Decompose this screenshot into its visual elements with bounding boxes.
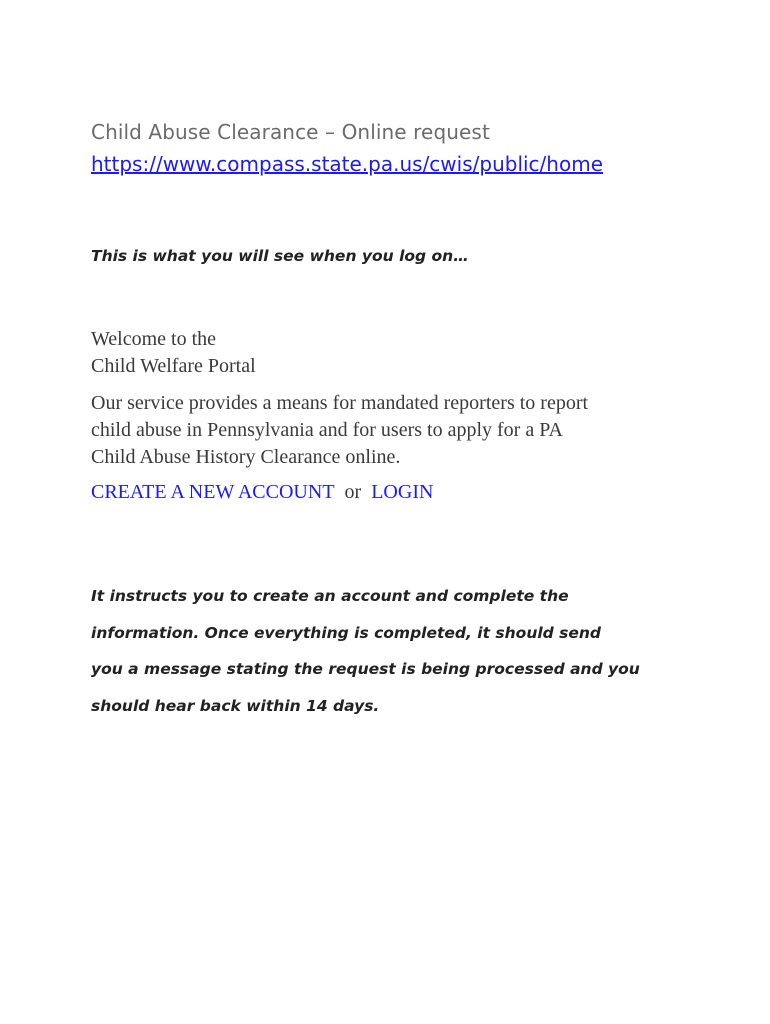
intro-note: This is what you will see when you log on…: [91, 247, 469, 265]
login-link[interactable]: LOGIN: [371, 481, 434, 503]
instructions-line: It instructs you to create an account and complete the: [91, 587, 569, 605]
service-description-line: Our service provides a means for mandated reporters to report: [91, 392, 589, 414]
portal-url-link[interactable]: https://www.compass.state.pa.us/cwis/public/home: [91, 152, 603, 176]
service-description-line: child abuse in Pennsylvania and for users to apply for a PA: [91, 419, 563, 441]
account-actions: [91, 481, 433, 504]
welcome-line-1: Welcome to the: [91, 328, 217, 350]
service-description-line: Child Abuse History Clearance online.: [91, 446, 401, 468]
instructions-line: should hear back within 14 days.: [91, 696, 380, 715]
document-heading: Child Abuse Clearance – Online request: [91, 120, 490, 144]
or-separator: or: [344, 481, 362, 503]
create-account-link[interactable]: CREATE A NEW ACCOUNT: [91, 481, 335, 503]
instructions-line: information. Once everything is completed, it should send: [91, 623, 602, 642]
instructions-line: you a message stating the request is being processed and you: [91, 660, 640, 678]
instructions-paragraph: [91, 578, 731, 724]
welcome-line-2: Child Welfare Portal: [91, 355, 256, 377]
